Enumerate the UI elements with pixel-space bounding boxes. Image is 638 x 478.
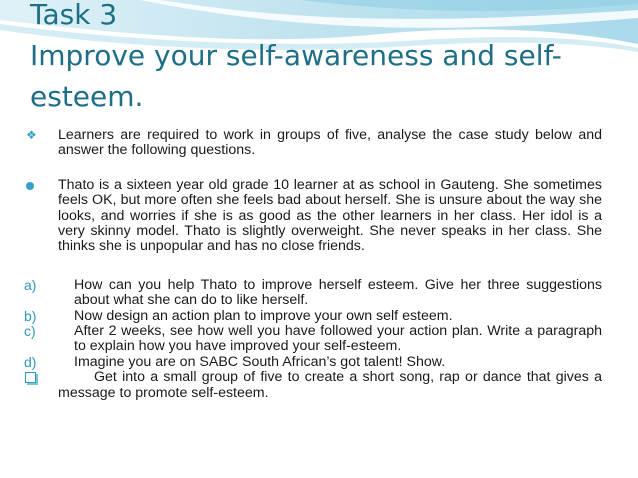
title-line-3: esteem.	[30, 80, 144, 113]
slide-title	[30, 0, 630, 117]
question-marker: b)	[24, 307, 37, 324]
intro-paragraph: ❖ Learners are required to work in groups of five, analyse the case study below and answer the following questions.	[26, 127, 602, 159]
slide-body	[24, 128, 602, 401]
checkbox-bullet-icon	[25, 372, 36, 383]
diamond-bullet-icon: ❖	[26, 128, 37, 142]
question-item: b) Now design an action plan to improve your own self esteem.	[24, 307, 453, 324]
question-marker: d)	[24, 353, 37, 370]
round-bullet-icon	[26, 182, 34, 190]
final-task-paragraph: Get into a small group of five to create a short song, rap or dance that gives a message to promote self-esteem.	[24, 370, 602, 401]
question-item: c) After 2 weeks, see how well you have followed your action plan. Write a paragraph to explain how you have improved your self-esteem.	[24, 323, 602, 355]
question-marker: c)	[24, 323, 36, 340]
title-line-1: Task 3	[30, 0, 118, 31]
question-item: a) How can you help Thato to improve herself esteem. Give her three suggestions about what she can do to like herself.	[24, 276, 602, 309]
question-marker: a)	[24, 276, 37, 293]
question-item: d) Imagine you are on SABC South African’s got talent! Show.	[24, 353, 446, 370]
title-line-2: Improve your self-awareness and self-	[30, 39, 562, 72]
case-study-paragraph: Thato is a sixteen year old grade 10 learner at as school in Gauteng. She sometimes feels OK, but more often she feels bad about herself. She is unsure about the way she looks, and worries if she is as good as the other learners in her class. Her idol is a very skinny model. Thato is slightly overweight. She never speaks in her class. She thinks she is unpopular and has no close friends.	[24, 178, 602, 255]
